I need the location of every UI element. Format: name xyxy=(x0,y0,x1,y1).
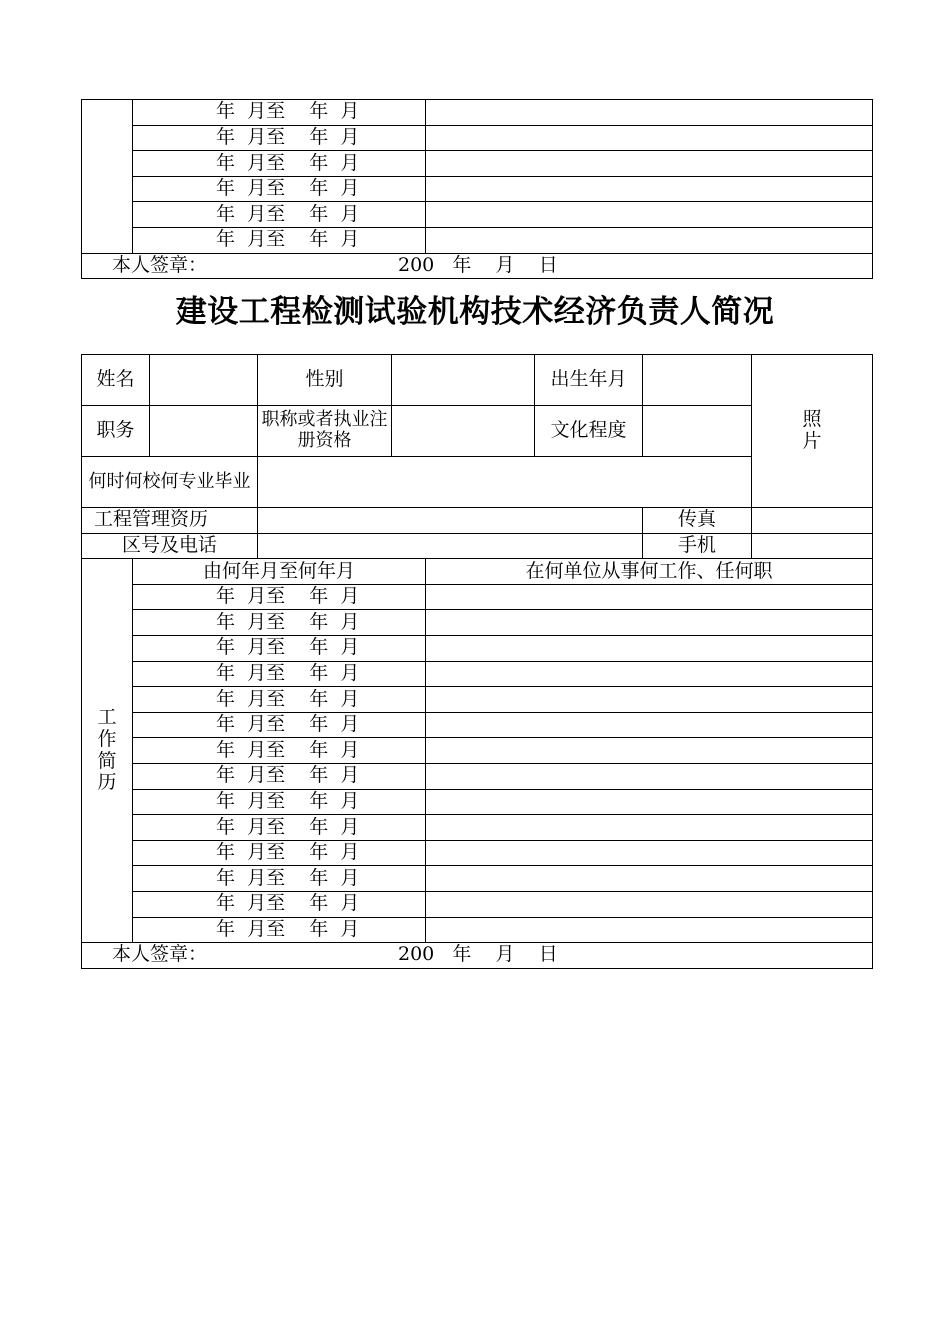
photo-box[interactable] xyxy=(752,355,873,508)
period-cell: 年 月至 年 月 xyxy=(133,917,426,943)
position-label: 职务 xyxy=(82,406,150,457)
work-history-char: 作 xyxy=(97,727,117,750)
period-cell: 年 月至 年 月 xyxy=(133,840,426,866)
graduation-label: 何时何校何专业毕业 xyxy=(82,457,258,508)
duty-cell[interactable] xyxy=(426,712,873,738)
period-cell: 年 月至 年 月 xyxy=(133,100,426,126)
period-cell: 年 月至 年 月 xyxy=(133,125,426,151)
duty-cell[interactable] xyxy=(426,687,873,713)
duty-cell[interactable] xyxy=(426,176,873,202)
experience-field[interactable] xyxy=(258,508,643,534)
duty-header: 在何单位从事何工作、任何职 xyxy=(426,559,873,585)
period-cell: 年 月至 年 月 xyxy=(133,176,426,202)
duty-cell[interactable] xyxy=(426,789,873,815)
position-field[interactable] xyxy=(150,406,258,457)
duty-cell[interactable] xyxy=(426,610,873,636)
period-cell: 年 月至 年 月 xyxy=(133,202,426,228)
birth-label: 出生年月 xyxy=(535,355,643,406)
fax-field[interactable] xyxy=(752,508,873,534)
name-label: 姓名 xyxy=(82,355,150,406)
period-cell: 年 月至 年 月 xyxy=(133,584,426,610)
period-cell: 年 月至 年 月 xyxy=(133,789,426,815)
duty-cell[interactable] xyxy=(426,227,873,253)
period-cell: 年 月至 年 月 xyxy=(133,687,426,713)
photo-label-2: 片 xyxy=(802,430,822,452)
previous-work-history-table xyxy=(81,99,873,279)
period-cell: 年 月至 年 月 xyxy=(133,738,426,764)
signature-date: 200 年 月 日 xyxy=(398,943,558,966)
education-label: 文化程度 xyxy=(535,406,643,457)
period-cell: 年 月至 年 月 xyxy=(133,866,426,892)
work-history-char: 工 xyxy=(97,705,117,728)
period-cell: 年 月至 年 月 xyxy=(133,891,426,917)
duty-cell[interactable] xyxy=(426,866,873,892)
profile-form-table xyxy=(81,354,873,969)
phone-field[interactable] xyxy=(258,533,643,559)
work-history-char: 历 xyxy=(97,771,117,794)
signature-date: 200 年 月 日 xyxy=(398,253,558,276)
mobile-field[interactable] xyxy=(752,533,873,559)
signature-label: 本人签章： xyxy=(112,253,208,276)
duty-cell[interactable] xyxy=(426,125,873,151)
period-cell: 年 月至 年 月 xyxy=(133,610,426,636)
duty-cell[interactable] xyxy=(426,151,873,177)
gender-label: 性别 xyxy=(258,355,392,406)
graduation-field[interactable] xyxy=(258,457,752,508)
duty-cell[interactable] xyxy=(426,840,873,866)
phone-label: 区号及电话 xyxy=(82,533,258,559)
period-cell: 年 月至 年 月 xyxy=(133,763,426,789)
work-history-label xyxy=(82,559,133,943)
birth-field[interactable] xyxy=(643,355,752,406)
signature-label: 本人签章： xyxy=(112,943,208,966)
duty-cell[interactable] xyxy=(426,100,873,126)
duty-cell[interactable] xyxy=(426,584,873,610)
duty-cell[interactable] xyxy=(426,738,873,764)
duty-cell[interactable] xyxy=(426,763,873,789)
duty-cell[interactable] xyxy=(426,661,873,687)
duty-cell[interactable] xyxy=(426,891,873,917)
title-field[interactable] xyxy=(392,406,535,457)
period-cell: 年 月至 年 月 xyxy=(133,815,426,841)
period-cell: 年 月至 年 月 xyxy=(133,712,426,738)
duty-cell[interactable] xyxy=(426,635,873,661)
title-label: 职称或者执业注册资格 xyxy=(258,406,392,457)
photo-label-1: 照 xyxy=(802,408,822,431)
education-field[interactable] xyxy=(643,406,752,457)
period-cell: 年 月至 年 月 xyxy=(133,661,426,687)
duty-cell[interactable] xyxy=(426,202,873,228)
period-cell: 年 月至 年 月 xyxy=(133,227,426,253)
name-field[interactable] xyxy=(150,355,258,406)
section-label-cell xyxy=(82,100,133,254)
fax-label: 传真 xyxy=(643,508,752,534)
signature-row[interactable] xyxy=(82,253,873,279)
work-history-char: 简 xyxy=(97,749,117,772)
form-title: 建设工程检测试验机构技术经济负责人简况 xyxy=(175,294,775,330)
duty-cell[interactable] xyxy=(426,917,873,943)
experience-label: 工程管理资历 xyxy=(82,508,258,534)
period-cell: 年 月至 年 月 xyxy=(133,635,426,661)
period-cell: 年 月至 年 月 xyxy=(133,151,426,177)
signature-row[interactable] xyxy=(82,943,873,969)
mobile-label: 手机 xyxy=(643,533,752,559)
gender-field[interactable] xyxy=(392,355,535,406)
period-header: 由何年月至何年月 xyxy=(133,559,426,585)
duty-cell[interactable] xyxy=(426,815,873,841)
